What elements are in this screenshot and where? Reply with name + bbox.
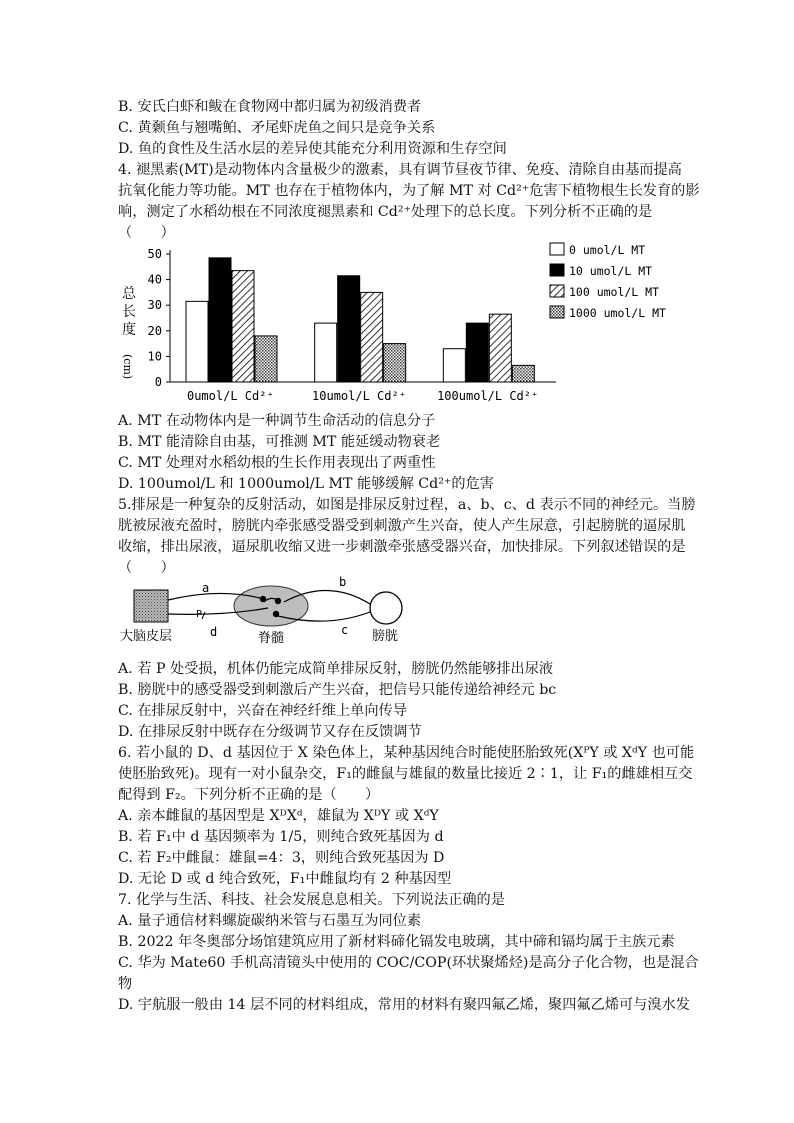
option-line: D. 在排尿反射中既存在分级调节又存在反馈调节 (118, 724, 422, 740)
option-line: D. 鱼的食性及生活水层的差异使其能充分利用资源和生存空间 (118, 141, 507, 157)
question-4-stem: 响，测定了水稻幼根在不同浓度褪黑素和 Cd²⁺处理下的总长度。下列分析不正确的是 (118, 204, 653, 220)
option-line: B. 安氏白虾和鲅在食物网中都归属为初级消费者 (118, 99, 422, 115)
option-line: C. 华为 Mate60 手机高清镜头中使用的 COC/COP(环状聚烯烃)是高分子化合物，也是混合 (118, 955, 699, 971)
bladder-circle (370, 592, 402, 624)
label-c: c (341, 623, 349, 637)
option-line: A. MT 在动物体内是一种调节生命活动的信息分子 (118, 413, 436, 429)
cerebral-cortex-label: 大脑皮层 (120, 629, 173, 644)
option-line: B. MT 能清除自由基，可推测 MT 能延缓动物衰老 (118, 434, 441, 450)
legend-label: 1000 umol/L MT (569, 306, 666, 320)
y-tick-label: 0 (154, 375, 162, 389)
question-5-stem: 5.排尿是一种复杂的反射活动，如图是排尿反射过程，a、b、c、d 表示不同的神经元。当膀 (118, 497, 696, 513)
option-line: B. 膀胱中的感受器受到刺激后产生兴奋，把信号只能传递给神经元 bc (118, 682, 557, 698)
legend-label: 10 umol/L MT (569, 264, 653, 278)
legend-label: 100 umol/L MT (569, 285, 660, 299)
bar (232, 271, 254, 382)
option-line: D. 无论 D 或 d 纯合致死，F₁中雌鼠均有 2 种基因型 (118, 871, 452, 887)
option-line: C. 在排尿反射中，兴奋在神经纤维上单向传导 (118, 703, 407, 719)
option-line: C. 黄颡鱼与翘嘴鲌、矛尾虾虎鱼之间只是竞争关系 (118, 120, 436, 136)
y-axis-label-char: 长 (122, 304, 136, 320)
option-line: C. MT 处理对水稻幼根的生长作用表现出了两重性 (118, 455, 436, 471)
bar (186, 301, 208, 382)
y-tick-label: 10 (147, 349, 162, 364)
question-5-stem: 胱被尿液充盈时，膀胱内牵张感受器受到刺激产生兴奋，使人产生尿意，引起膀胱的逼尿肌 (118, 518, 686, 534)
bar (361, 292, 383, 382)
bar (512, 365, 534, 382)
question-7-stem: 7. 化学与生活、科技、社会发展息息相关。下列说法正确的是 (118, 892, 505, 908)
label-a: a (202, 581, 210, 595)
question-6-stem: 配得到 F₂。下列分析不正确的是（ ） (118, 787, 380, 803)
reflex-arc-diagram (118, 572, 418, 652)
question-4-stem: 4. 褪黑素(MT)是动物体内含量极少的激素，具有调节昼夜节律、免疫、清除自由基而提高 (118, 162, 682, 178)
label-p: P (196, 609, 203, 620)
question-5-stem: 收缩，排出尿液，逼尿肌收缩又进一步刺激牵张感受器兴奋，加快排尿。下列叙述错误的是 (118, 539, 686, 555)
y-tick-label: 20 (147, 323, 162, 338)
bar (489, 314, 511, 382)
bar (384, 344, 406, 382)
question-6-stem: 使胚胎致死)。现有一对小鼠杂交，F₁的雌鼠与雄鼠的数量比接近 2∶1，让 F₁的雌雄相互交 (118, 766, 693, 782)
bladder-label: 膀胱 (372, 629, 399, 644)
answer-paren: （ ） (118, 225, 175, 241)
option-line-continued: 物 (118, 976, 133, 992)
y-axis-label-char: 度 (122, 322, 136, 338)
option-line: D. 宇航服一般由 14 层不同的材料组成，常用的材料有聚四氟乙烯，聚四氟乙烯可与溴水发 (118, 997, 690, 1013)
legend-swatch (550, 306, 564, 318)
y-tick-label: 30 (147, 298, 162, 313)
x-tick-label: 0umol/L Cd²⁺ (186, 389, 274, 403)
option-line: B. 若 F₁中 d 基因频率为 1/5，则纯合致死基因为 d (118, 829, 444, 845)
option-line: A. 亲本雌鼠的基因型是 XᴰXᵈ，雄鼠为 XᴰY 或 XᵈY (118, 808, 439, 824)
answer-paren: （ ） (118, 560, 175, 576)
bar (338, 276, 360, 382)
label-d: d (210, 625, 218, 639)
label-b: b (339, 575, 347, 589)
y-tick-label: 50 (147, 247, 162, 261)
lesion-mark (202, 612, 205, 619)
option-line: B. 2022 年冬奥部分场馆建筑应用了新材料碲化镉发电玻璃，其中碲和镉均属于主族元素 (118, 934, 675, 950)
bar (443, 349, 465, 382)
y-axis-label-char: 总 (122, 286, 136, 302)
bar (315, 323, 337, 382)
question-6-stem: 6. 若小鼠的 D、d 基因位于 X 染色体上，某种基因纯合时能使胚胎致死(XᴾY 或 XᵈY 也可能 (118, 745, 695, 761)
bar (466, 323, 488, 382)
neuron-body (260, 596, 266, 602)
option-line: D. 100umol/L 和 1000umol/L MT 能够缓解 Cd²⁺的危害 (118, 476, 494, 492)
legend-swatch (550, 243, 564, 255)
option-line: A. 量子通信材料螺旋碳纳米管与石墨互为同位素 (118, 913, 422, 929)
bar (209, 258, 231, 382)
question-4-stem: 抗氧化能力等功能。MT 也存在于植物体内，为了解 MT 对 Cd²⁺危害下植物根生长发育的影 (118, 183, 700, 199)
option-line: C. 若 F₂中雌鼠：雄鼠=4：3，则纯合致死基因为 D (118, 850, 445, 866)
x-tick-label: 100umol/L Cd²⁺ (437, 389, 539, 403)
y-axis-label-unit: (cm) (121, 354, 134, 380)
option-line: A. 若 P 处受损，机体仍能完成简单排尿反射，膀胱仍然能够排出尿液 (118, 661, 554, 677)
y-tick-label: 40 (147, 272, 162, 287)
legend-label: 0 umol/L MT (569, 243, 646, 257)
neuron-body (275, 598, 281, 604)
bar (255, 336, 277, 382)
spinal-cord-label: 脊髓 (258, 631, 285, 646)
legend-swatch (550, 264, 564, 276)
cerebral-cortex-box (134, 590, 168, 622)
legend-swatch (550, 285, 564, 297)
neuron-body (273, 611, 279, 617)
bar-chart (112, 236, 682, 408)
x-tick-label: 10umol/L Cd²⁺ (312, 389, 406, 403)
y-axis-label (121, 286, 137, 379)
